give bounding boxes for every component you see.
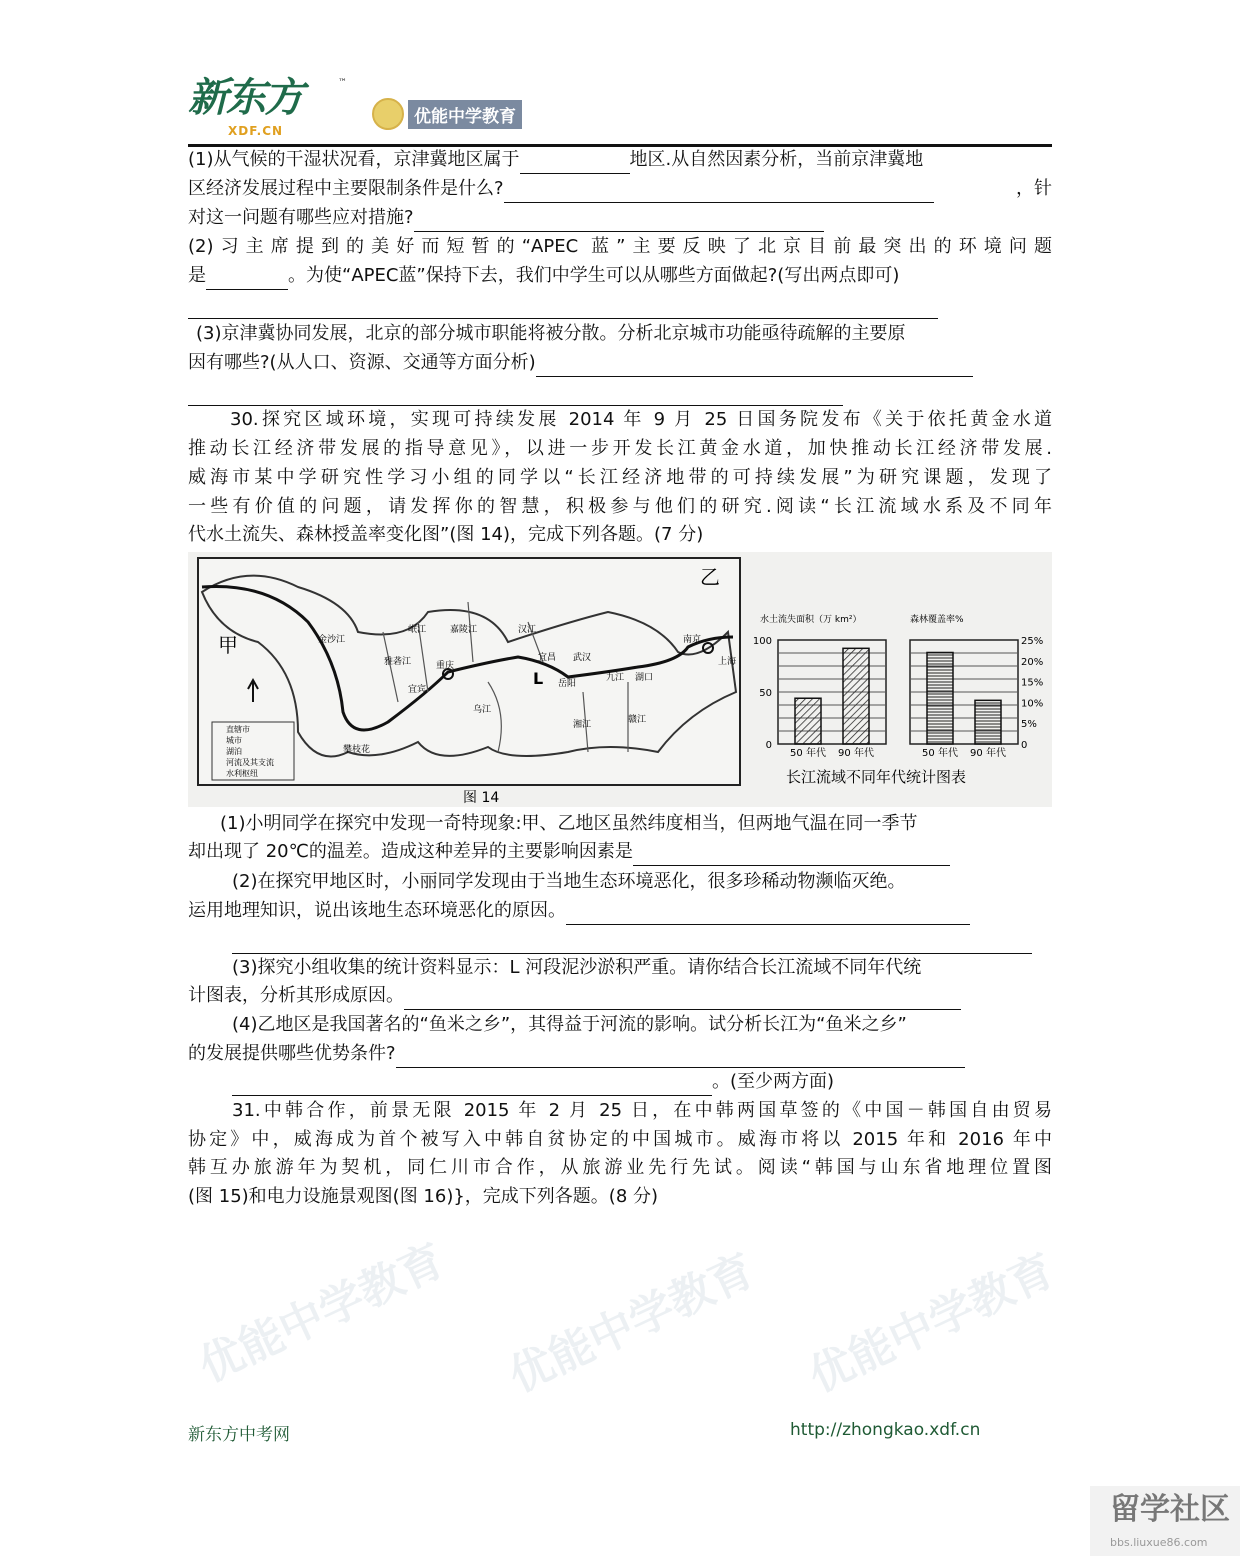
chart-caption: 长江流域不同年代统计图表 xyxy=(786,768,967,786)
answer-blank[interactable] xyxy=(206,267,288,290)
q31-para-line: (图 15)和电力设施景观图(图 16)}，完成下列各题。(8 分) xyxy=(188,1186,659,1207)
q29-line: (3)京津冀协同发展，北京的部分城市职能将被分散。分析北京城市功能亟待疏解的主要原 xyxy=(196,323,906,344)
label-jia: 甲 xyxy=(218,633,238,657)
legend-item: 水利枢纽 xyxy=(226,769,258,778)
legend-item: 直辖市 xyxy=(226,725,250,734)
x-tick-label: 90 年代 xyxy=(838,748,874,759)
legend-item: 湖泊 xyxy=(226,747,242,756)
river-label: 湘江 xyxy=(573,720,592,730)
river-label: 乌江 xyxy=(473,705,492,715)
corner-url: bbs.liuxue86.com xyxy=(1110,1536,1208,1549)
city-label: 岳阳 xyxy=(558,679,577,689)
q29-line: 是 。为使“APEC蓝”保持下去，我们中学生可以从哪些方面做起?(写出两点即可) xyxy=(188,262,1052,290)
q29-line: 因有哪些?(从人口、资源、交通等方面分析) xyxy=(188,349,1052,377)
city-label: 宜宾 xyxy=(408,685,427,695)
y-tick-label: 0 xyxy=(1021,740,1028,751)
answer-blank[interactable] xyxy=(232,1073,712,1096)
statistics-charts xyxy=(753,613,1043,759)
x-tick-label: 50 年代 xyxy=(790,748,826,759)
q29-line: (2)习主席提到的美好而短暂的“APEC 蓝”主要反映了北京目前最突出的环境问题 xyxy=(188,236,1052,257)
answer-blank[interactable] xyxy=(404,987,961,1010)
q30-sub-line: 运用地理知识，说出该地生态环境恶化的原因。 xyxy=(188,897,1052,925)
q29-line xyxy=(188,291,1052,319)
youneng-logo xyxy=(372,98,522,130)
logo-emblem-icon xyxy=(372,98,404,130)
yangtze-map xyxy=(188,552,1052,807)
answer-blank[interactable] xyxy=(232,931,1032,954)
answer-blank[interactable] xyxy=(414,209,824,232)
y-tick-label: 50 xyxy=(759,688,772,699)
y-tick-label: 10% xyxy=(1021,698,1044,710)
river-label: 雅砻江 xyxy=(384,657,412,667)
footer-site-name: 新东方中考网 xyxy=(188,1425,290,1445)
river-label: 金沙江 xyxy=(318,635,346,645)
logo-main-text: 新东方 xyxy=(188,75,302,121)
q29-line xyxy=(188,378,1052,406)
figure-caption: 图 14 xyxy=(463,790,500,806)
legend-item: 城市 xyxy=(226,736,242,745)
q29-line: 对这一问题有哪些应对措施? xyxy=(188,204,1052,232)
answer-blank[interactable] xyxy=(188,383,843,406)
x-tick-label: 50 年代 xyxy=(922,748,958,759)
q31-para-line: 韩互办旅游年为契机，同仁川市合作，从旅游业先行先试。阅读“韩国与山东省地理位置图 xyxy=(188,1157,1052,1178)
partner-logo-text: 优能中学教育 xyxy=(408,100,522,129)
q30-sub-line: 计图表，分析其形成原因。 xyxy=(188,982,1052,1010)
q30-sub-line: 。(至少两方面) xyxy=(232,1068,1096,1096)
xdf-logo xyxy=(188,75,358,140)
answer-blank[interactable] xyxy=(520,151,630,174)
city-label: 攀枝花 xyxy=(343,745,371,755)
q30-para-line: 30.探究区域环境，实现可持续发展 2014 年 9 月 25 日国务院发布《关于依托黄金水道 xyxy=(230,409,1052,430)
watermark: 优能中学教育 xyxy=(191,1234,453,1393)
logo-tm: ™ xyxy=(338,78,345,88)
river-label: 岷江 xyxy=(408,625,427,635)
footer-url[interactable]: http://zhongkao.xdf.cn xyxy=(790,1420,981,1440)
bar xyxy=(843,648,869,744)
answer-blank[interactable] xyxy=(536,354,973,377)
y-tick-label: 0 xyxy=(765,740,772,751)
y-tick-label: 25% xyxy=(1021,636,1044,647)
q29-line: (1)从气候的干湿状况看，京津冀地区属于 地区.从自然因素分析，当前京津冀地 xyxy=(188,146,1052,174)
city-label: 武汉 xyxy=(573,653,592,663)
logo-sub: XDF.CN xyxy=(228,124,284,138)
answer-blank[interactable] xyxy=(504,180,934,203)
figure-14 xyxy=(188,552,1052,807)
watermark: 优能中学教育 xyxy=(501,1244,763,1403)
answer-blank[interactable] xyxy=(188,296,938,319)
q30-sub-line xyxy=(232,926,1096,954)
bar xyxy=(927,652,953,744)
q30-sub-line: (3)探究小组收集的统计资料显示：L 河段泥沙淤积严重。请你结合长江流域不同年代统 xyxy=(232,957,922,978)
river-label: 嘉陵江 xyxy=(450,625,478,635)
city-label: 湖口 xyxy=(635,673,654,683)
answer-blank[interactable] xyxy=(633,843,950,866)
y-tick-label: 5% xyxy=(1021,719,1037,731)
river-label: 赣江 xyxy=(628,715,647,725)
city-label: 宜昌 xyxy=(538,653,557,663)
q30-sub-line: (4)乙地区是我国著名的“鱼米之乡”，其得益于河流的影响。试分析长江为“鱼米之乡” xyxy=(232,1014,907,1035)
q31-para-line: 31.中韩合作，前景无限 2015 年 2 月 25 日，在中韩两国草签的《中国－韩国自由贸易 xyxy=(232,1100,1052,1121)
city-label: 南京 xyxy=(683,635,702,645)
x-tick-label: 90 年代 xyxy=(970,748,1006,759)
q30-para-line: 威海市某中学研究性学习小组的同学以“长江经济地带的可持续发展”为研究课题，发现了 xyxy=(188,467,1052,488)
q30-para-line: 代水土流失、森林授盖率变化图”(图 14)，完成下列各题。(7 分) xyxy=(188,524,704,545)
watermark: 优能中学教育 xyxy=(801,1244,1063,1403)
answer-blank[interactable] xyxy=(566,902,970,925)
label-L: L xyxy=(533,669,544,688)
q30-para-line: 推动长江经济带发展的指导意见》，以进一步开发长江黄金水道，加快推动长江经济带发展. xyxy=(188,438,1052,459)
chart-title: 水土流失面积（万 km²） xyxy=(760,615,862,625)
q31-para-line: 协定》中，威海成为首个被写入中韩自贫协定的中国城市。威海市将以 2015 年和 2016 年中 xyxy=(188,1129,1052,1150)
label-yi: 乙 xyxy=(700,565,720,589)
city-label: 重庆 xyxy=(436,661,455,671)
q30-sub-line: (1)小明同学在探究中发现一奇特现象:甲、乙地区虽然纬度相当，但两地气温在同一季节 xyxy=(220,813,918,834)
q30-sub-line: 却出现了 20℃的温差。造成这种差异的主要影响因素是 xyxy=(188,838,1052,866)
q30-para-line: 一些有价值的问题，请发挥你的智慧，积极参与他们的研究.阅读“长江流域水系及不同年 xyxy=(188,496,1052,517)
city-label: 九江 xyxy=(606,673,625,683)
bar xyxy=(795,698,821,744)
answer-blank[interactable] xyxy=(396,1045,965,1068)
city-label: 上海 xyxy=(718,657,737,667)
river-label: 汉江 xyxy=(518,625,537,635)
y-tick-label: 100 xyxy=(752,636,772,647)
chart-title: 森林覆盖率% xyxy=(910,615,964,625)
bar xyxy=(975,700,1001,744)
y-tick-label: 20% xyxy=(1021,656,1044,668)
y-tick-label: 15% xyxy=(1021,677,1044,689)
q29-line: 区经济发展过程中主要限制条件是什么? ，针 xyxy=(188,175,1052,203)
corner-watermark xyxy=(1090,1486,1240,1556)
q30-sub-line: 的发展提供哪些优势条件? xyxy=(188,1040,1052,1068)
legend-item: 河流及其支流 xyxy=(226,758,274,767)
corner-title: 留学社区 xyxy=(1110,1492,1230,1527)
q30-sub-line: (2)在探究甲地区时，小丽同学发现由于当地生态环境恶化，很多珍稀动物濒临灭绝。 xyxy=(232,871,906,892)
